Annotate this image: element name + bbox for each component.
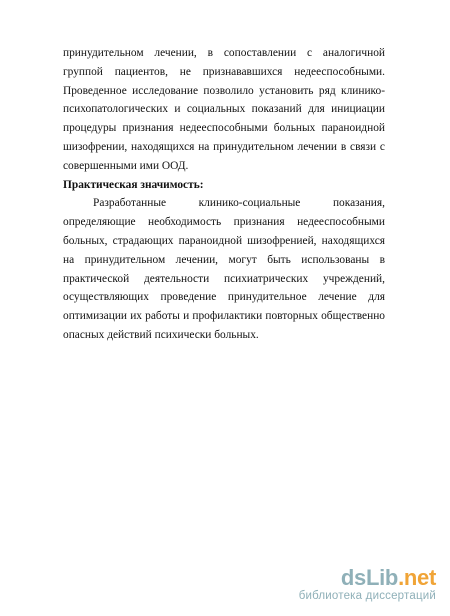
dslib-watermark (256, 567, 436, 603)
paragraph-continued: принудительном лечении, в сопоставлении с аналогичной группой пациентов, не признававшихся недееспособными. Проведенное исследование позволило установить ряд клинико-психопатологических и социальных показаний для инициации процедуры признания недееспособными больных параноидной шизофрении, находящихся на принудительном лечении в связи с совершенными ими ООД. (63, 47, 385, 172)
body-text (63, 44, 385, 345)
dslib-logo: dsLib.net (340, 565, 436, 590)
watermark-subtitle: библиотека диссертаций (298, 590, 436, 602)
section-paragraph: Разработанные клинико-социальные показания, определяющие необходимость признания недееспособными больных, страдающих параноидной шизофренией, находящихся на принудительном лечении, могут быть использованы в практической деятельности психиатрических учреждений, осуществляющих проведение принудительное лечение для оптимизации их работы и профилактики повторных общественно опасных действий психически больных. (63, 197, 385, 341)
section-heading: Практическая значимость: (63, 178, 204, 191)
